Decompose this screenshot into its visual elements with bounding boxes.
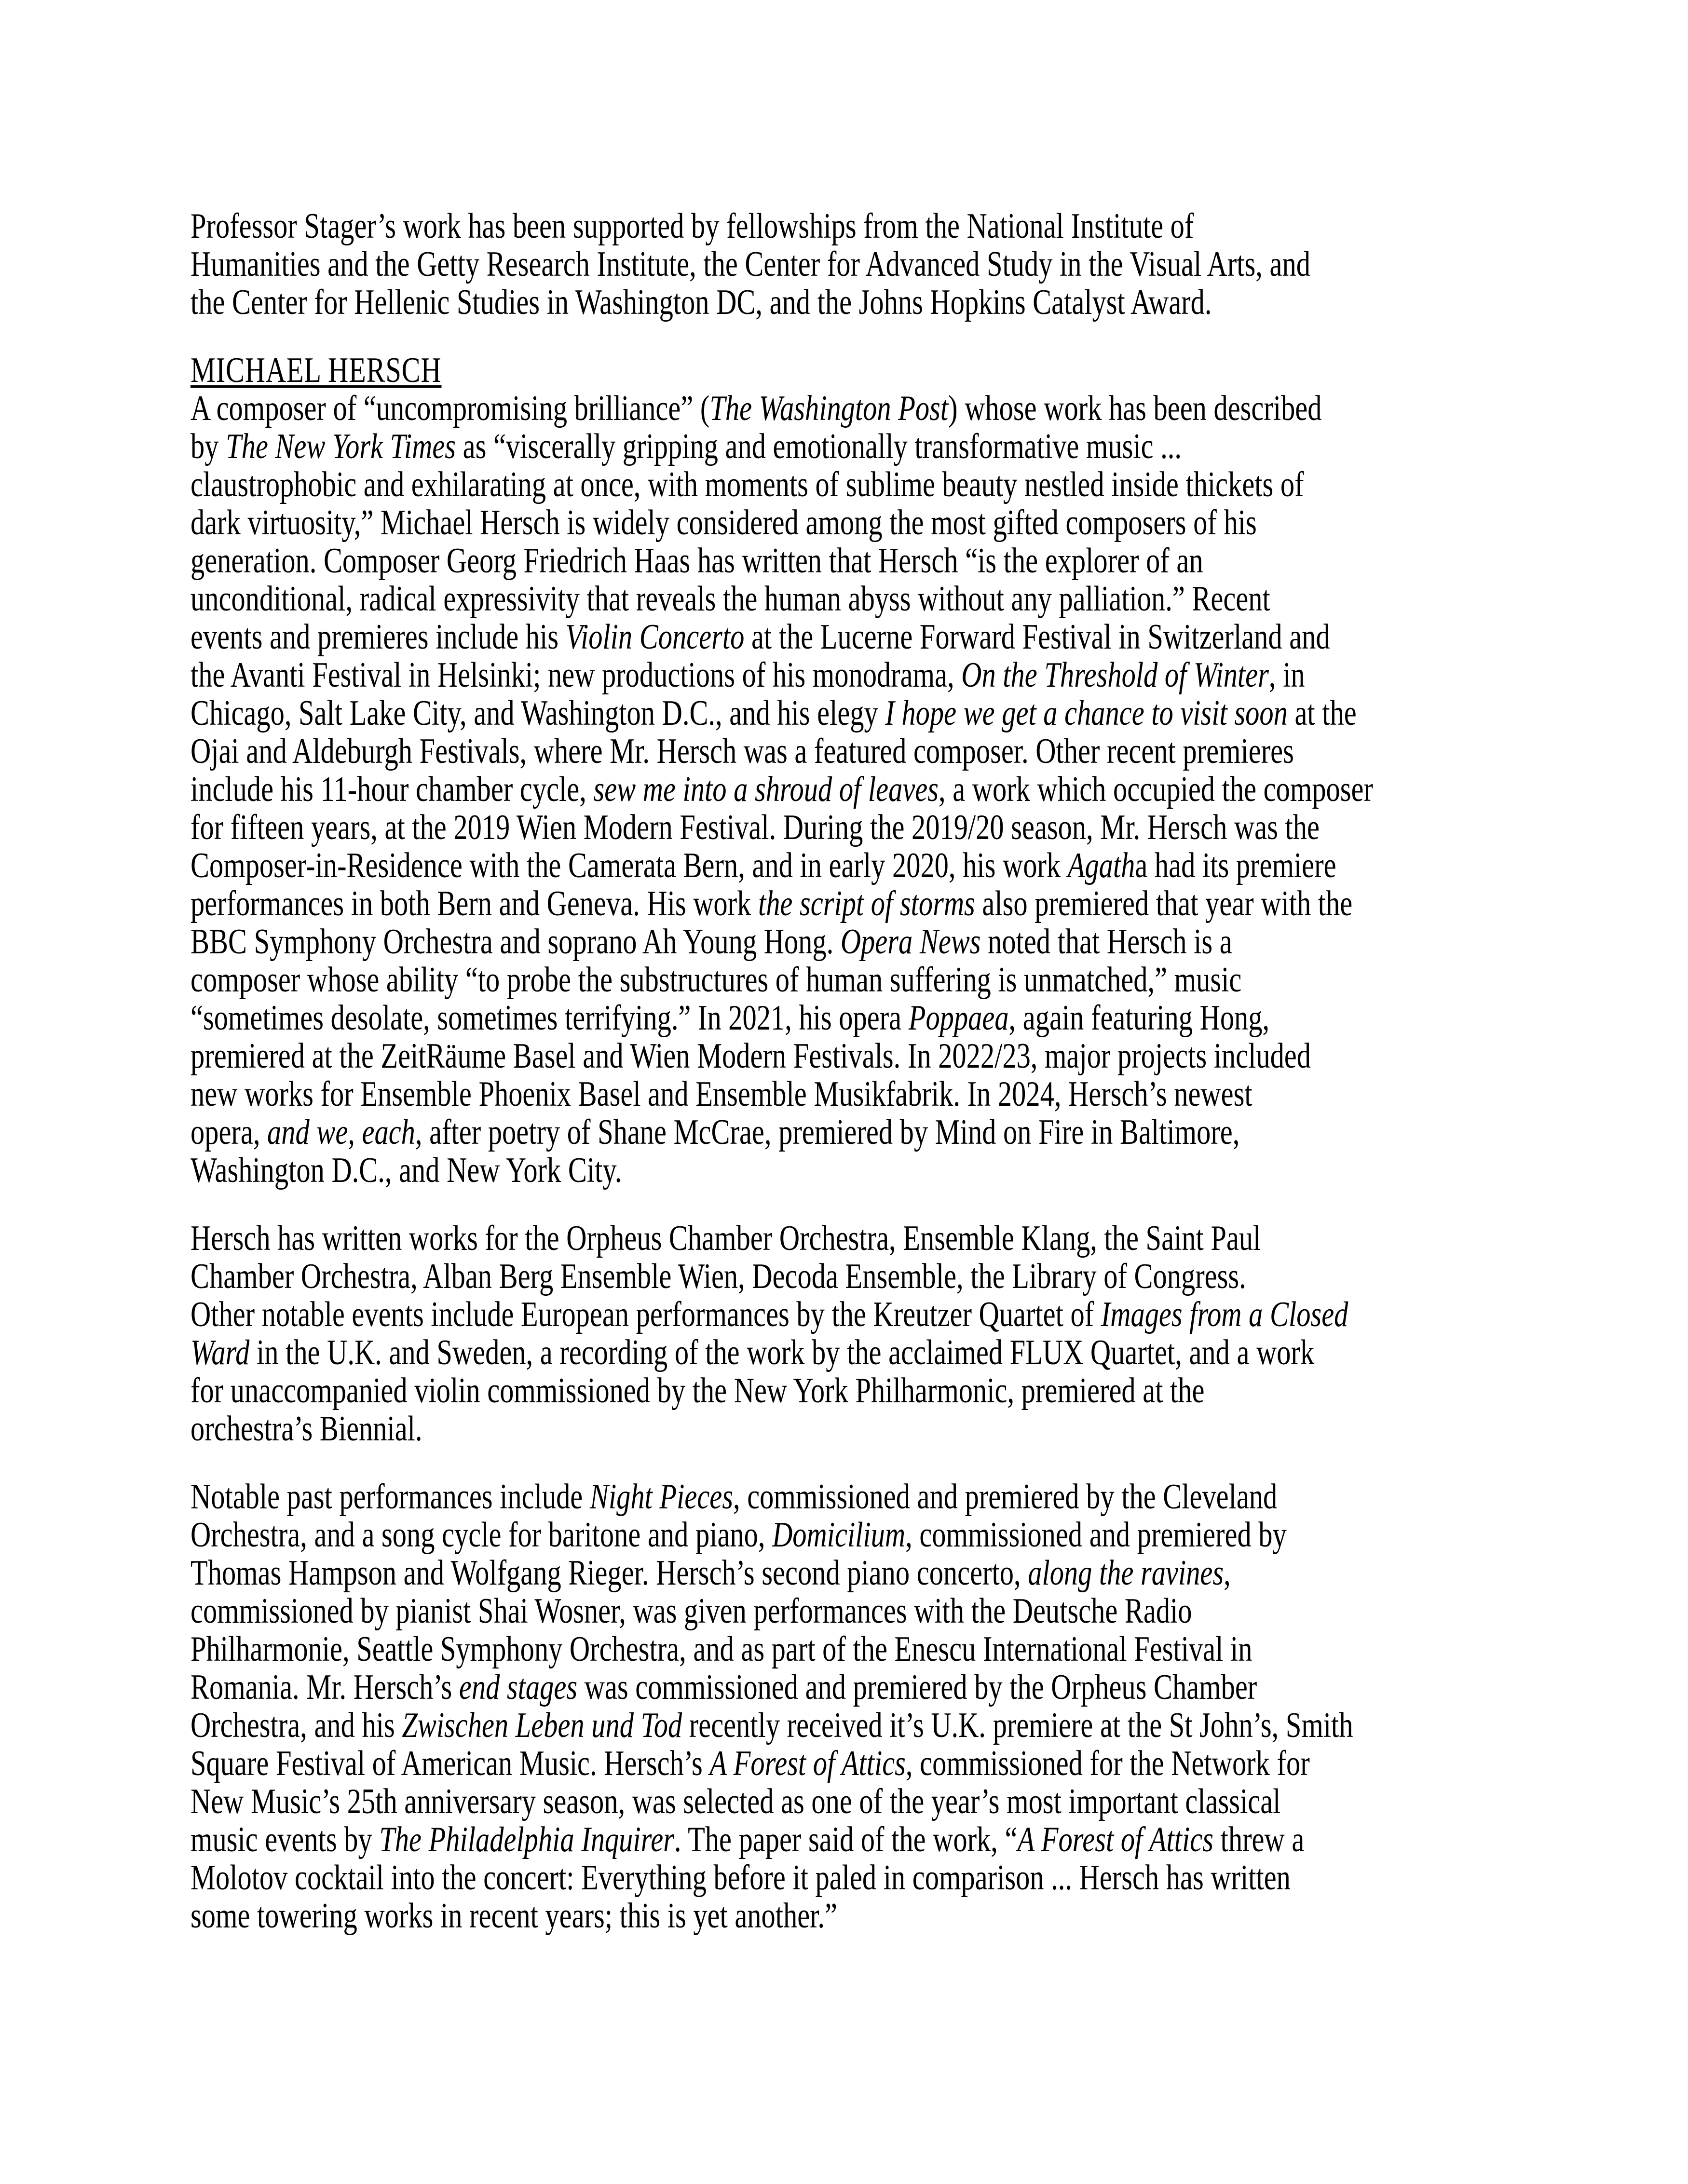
text-run: a had its premiere [1135, 846, 1336, 885]
italic-text-run: A Forest of Attics [1017, 1820, 1213, 1859]
text-line [191, 352, 1259, 390]
text-run: performances in both Bern and Geneva. His work [191, 884, 758, 923]
paragraph [191, 207, 1543, 322]
text-run: New Music’s 25th anniversary season, was selected as one of the year’s most important classical [191, 1782, 1281, 1821]
text-run: Thomas Hampson and Wolfgang Rieger. Hersch’s second piano concerto, [191, 1553, 1028, 1593]
text-run: for unaccompanied violin commissioned by the New York Philharmonic, premiered at the [191, 1371, 1205, 1411]
text-line [191, 244, 1310, 284]
text-line [191, 284, 1259, 322]
text-run: , again featuring Hong, [1008, 998, 1270, 1038]
paragraph [191, 1220, 1543, 1448]
text-line [191, 1258, 1259, 1296]
text-line [191, 884, 1353, 923]
text-line [191, 1410, 1259, 1448]
text-run: some towering works in recent years; this is yet another.” [191, 1896, 837, 1936]
text-line [191, 1333, 1315, 1372]
text-run: events and premieres include his [191, 617, 566, 657]
text-run: , in [1268, 655, 1305, 695]
text-run: as “viscerally gripping and emotionally transformative music ... [456, 427, 1182, 466]
text-run: ) whose work has been described [948, 389, 1322, 428]
text-line [191, 846, 1336, 885]
text-run: Chamber Orchestra, Alban Berg Ensemble Wien, Decoda Ensemble, the Library of Congress. [191, 1257, 1246, 1296]
text-line [191, 998, 1270, 1038]
text-run: , commissioned for the Network for [905, 1744, 1310, 1783]
text-run: commissioned by pianist Shai Wosner, was given performances with the Deutsche Radio [191, 1591, 1192, 1631]
text-line [191, 1554, 1259, 1592]
italic-text-run: The Philadelphia Inquirer [379, 1820, 674, 1859]
italic-text-run: The Washington Post [709, 389, 949, 428]
text-line [191, 1630, 1259, 1669]
text-line [191, 770, 1373, 809]
text-line [191, 1858, 1291, 1898]
text-run: was commissioned and premiered by the Orpheus Chamber [577, 1668, 1257, 1707]
text-run: music events by [191, 1820, 380, 1859]
text-run: , [1224, 1553, 1231, 1593]
italic-text-run: Agath [1067, 846, 1135, 885]
text-line [191, 428, 1259, 466]
text-run: Washington D.C., and New York City. [191, 1151, 622, 1190]
text-run: at the [1287, 693, 1357, 733]
italic-text-run: along the ravines [1028, 1553, 1224, 1593]
text-run: by [191, 427, 226, 466]
italic-text-run: the script of storms [758, 884, 975, 923]
text-run: Humanities and the Getty Research Institute, the Center for Advanced Study in the Visual Arts, and [191, 244, 1310, 284]
text-run: Romania. Mr. Hersch’s [191, 1668, 459, 1707]
text-run: for fifteen years, at the 2019 Wien Modern Festival. During the 2019/20 season, Mr. Hersch was the [191, 808, 1320, 847]
italic-text-run: end stages [459, 1668, 578, 1707]
text-run: Other notable events include European performances by the Kreutzer Quartet of [191, 1295, 1101, 1334]
text-run: opera, [191, 1112, 268, 1152]
text-run: Square Festival of American Music. Hersch’s [191, 1744, 710, 1783]
text-line [191, 1706, 1353, 1745]
text-line [191, 465, 1304, 504]
text-run: composer whose ability “to probe the substructures of human suffering is unmatched,” music [191, 960, 1242, 1000]
text-line [191, 808, 1320, 847]
text-run: claustrophobic and exhilarating at once, with moments of sublime beauty nestled inside thickets of [191, 465, 1304, 504]
text-run: Chicago, Salt Lake City, and Washington D.C., and his elegy [191, 693, 885, 733]
text-run: premiered at the ZeitRäume Basel and Wien Modern Festivals. In 2022/23, major projects included [191, 1036, 1311, 1076]
section-heading [191, 352, 1543, 390]
italic-text-run: Violin Concerto [565, 617, 745, 657]
text-run: in the U.K. and Sweden, a recording of the work by the acclaimed FLUX Quartet, and a work [249, 1333, 1315, 1372]
italic-text-run: Images from a Closed [1101, 1295, 1348, 1334]
text-run: dark virtuosity,” Michael Hersch is widely considered among the most gifted composers of his [191, 503, 1257, 543]
text-line [191, 1295, 1348, 1334]
text-line [191, 1897, 1259, 1935]
text-run: BBC Symphony Orchestra and soprano Ah Young Hong. [191, 922, 841, 962]
text-run: generation. Composer Georg Friedrich Haas has written that Hersch “is the explorer of an [191, 541, 1203, 581]
text-line [191, 923, 1259, 961]
italic-text-run: Poppaea [908, 998, 1009, 1038]
text-line [191, 207, 1259, 245]
text-line [191, 1220, 1259, 1258]
text-line [191, 1477, 1278, 1517]
text-line [191, 542, 1259, 580]
text-line [191, 579, 1270, 619]
text-line [191, 1782, 1281, 1821]
text-line [191, 1113, 1259, 1152]
text-run: also premiered that year with the [975, 884, 1353, 923]
text-run: “sometimes desolate, sometimes terrifying.” In 2021, his opera [191, 998, 909, 1038]
italic-text-run: I hope we get a chance to visit soon [885, 693, 1288, 733]
text-run: , commissioned and premiered by [905, 1515, 1287, 1555]
text-line [191, 1744, 1310, 1783]
text-run: threw a [1213, 1820, 1305, 1859]
text-line [191, 389, 1322, 428]
text-run: Composer-in-Residence with the Camerata Bern, and in early 2020, his work [191, 846, 1068, 885]
text-line [191, 1152, 1259, 1190]
italic-text-run: Night Pieces [589, 1477, 733, 1517]
text-run: the Avanti Festival in Helsinki; new productions of his monodrama, [191, 655, 962, 695]
text-run: orchestra’s Biennial. [191, 1409, 422, 1449]
text-line [191, 1036, 1311, 1076]
text-run: Orchestra, and a song cycle for baritone and piano, [191, 1515, 773, 1555]
text-run: include his 11-hour chamber cycle, [191, 770, 594, 809]
text-run: new works for Ensemble Phoenix Basel and Ensemble Musikfabrik. In 2024, Hersch’s newest [191, 1074, 1252, 1114]
text-line [191, 732, 1294, 771]
text-line [191, 504, 1259, 542]
italic-text-run: On the Threshold of Winter [961, 655, 1269, 695]
italic-text-run: Domicilium [772, 1515, 906, 1555]
text-line [191, 1592, 1259, 1630]
paragraph [191, 1478, 1543, 1935]
text-line [191, 617, 1330, 657]
italic-text-run: A Forest of Attics [709, 1744, 906, 1783]
text-line [191, 961, 1259, 999]
text-run: the Center for Hellenic Studies in Washington DC, and the Johns Hopkins Catalyst Award. [191, 283, 1212, 322]
italic-text-run: Ward [191, 1333, 250, 1372]
text-run: , after poetry of Shane McCrae, premiered by Mind on Fire in Baltimore, [415, 1112, 1240, 1152]
paragraph [191, 390, 1543, 1190]
italic-text-run: Opera News [840, 922, 981, 962]
text-line [191, 1515, 1287, 1555]
text-line [191, 1075, 1259, 1113]
text-run: unconditional, radical expressivity that reveals the human abyss without any palliation.” Recent [191, 579, 1270, 619]
text-run: A composer of “uncompromising brilliance” ( [191, 389, 710, 428]
text-run: Hersch has written works for the Orpheus Chamber Orchestra, Ensemble Klang, the Saint Paul [191, 1219, 1261, 1258]
text-line [191, 655, 1305, 695]
text-run: recently received it’s U.K. premiere at the St John’s, Smith [682, 1706, 1353, 1745]
italic-text-run: The New York Times [226, 427, 456, 466]
text-run: , commissioned and premiered by the Cleveland [733, 1477, 1278, 1517]
text-run: , a work which occupied the composer [938, 770, 1373, 809]
text-run: Professor Stager’s work has been supported by fellowships from the National Institute of [191, 206, 1194, 246]
italic-text-run: sew me into a shroud of leaves [593, 770, 939, 809]
italic-text-run: Zwischen Leben und Tod [402, 1706, 682, 1745]
text-run: Orchestra, and his [191, 1706, 402, 1745]
text-line [191, 693, 1357, 733]
text-run: Ojai and Aldeburgh Festivals, where Mr. Hersch was a featured composer. Other recent premieres [191, 732, 1294, 771]
text-run: Philharmonie, Seattle Symphony Orchestra, and as part of the Enescu International Festival in [191, 1629, 1252, 1669]
text-line [191, 1372, 1259, 1410]
text-line [191, 1669, 1259, 1707]
text-run: Molotov cocktail into the concert: Everything before it paled in comparison ... Hersch has written [191, 1858, 1291, 1898]
text-run: . The paper said of the work, “ [674, 1820, 1018, 1859]
text-run: at the Lucerne Forward Festival in Switzerland and [744, 617, 1330, 657]
underlined-text-run: MICHAEL HERSCH [191, 351, 442, 390]
text-line [191, 1820, 1305, 1859]
text-run: Notable past performances include [191, 1477, 590, 1517]
italic-text-run: and we, each [267, 1112, 415, 1152]
text-run: noted that Hersch is a [980, 922, 1232, 962]
